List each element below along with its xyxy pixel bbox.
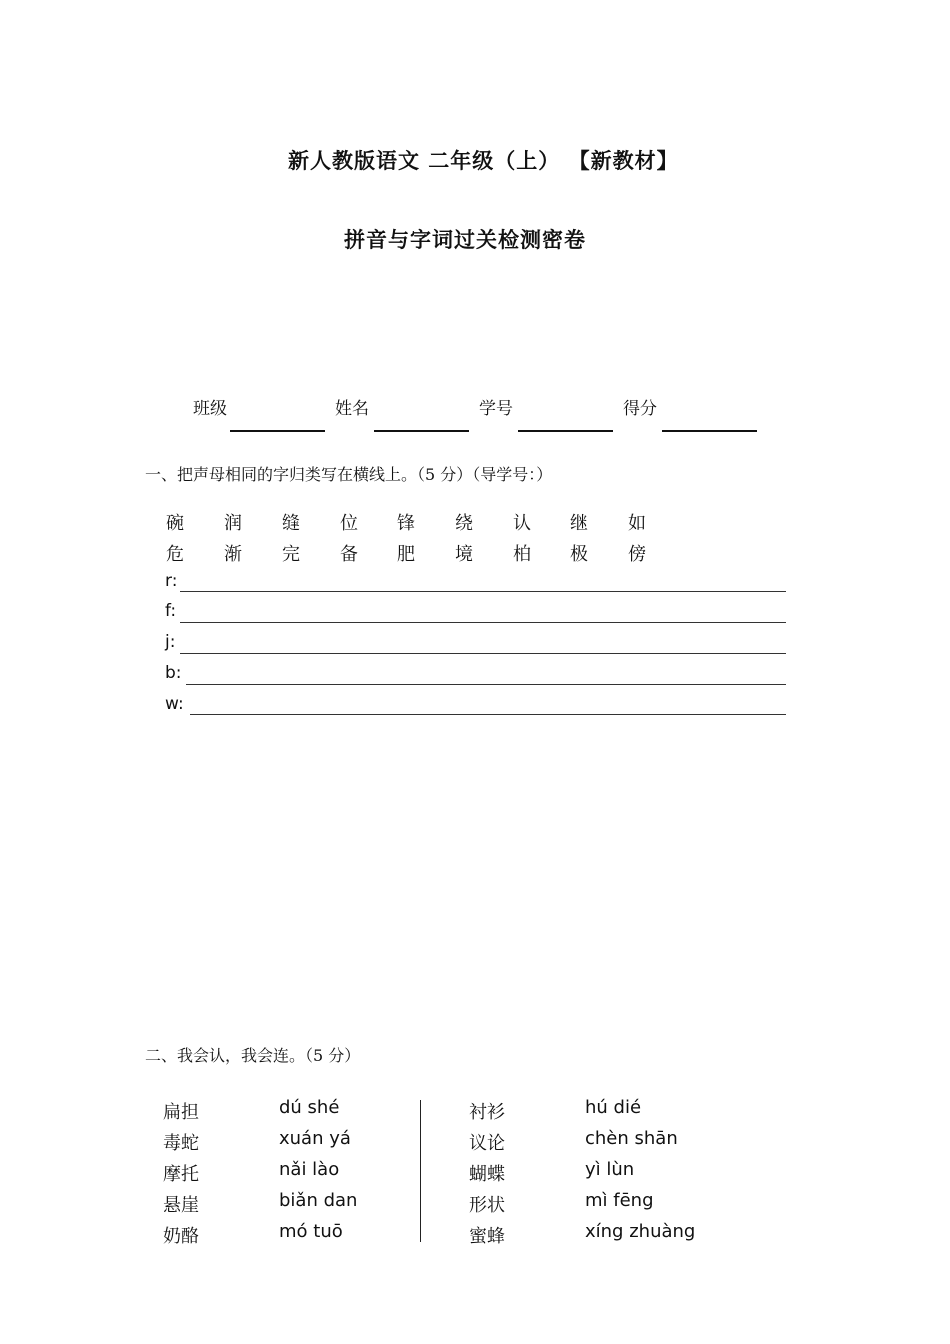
answer-line-w[interactable] [190,714,786,715]
line-label-w: w: [165,694,184,714]
match-word[interactable]: 摩托 [163,1164,199,1185]
char-item: 渐 [224,544,242,565]
document-subtitle: 拼音与字词过关检测密卷 [344,228,586,252]
match-pinyin[interactable]: hú dié [585,1097,642,1118]
match-pinyin[interactable]: mì fēng [585,1190,654,1211]
char-item: 认 [513,513,531,534]
match-pinyin[interactable]: yì lùn [585,1159,635,1180]
char-item: 如 [628,513,646,534]
info-label-name: 姓名 [335,399,369,419]
char-item: 绕 [455,513,473,534]
line-label-b: b: [165,663,182,683]
char-item: 备 [340,544,358,565]
student-number-blank[interactable] [518,430,613,432]
match-word[interactable]: 奶酪 [163,1226,199,1247]
name-blank[interactable] [374,430,469,432]
section2-heading: 二、我会认，我会连。（5 分） [145,1046,361,1065]
answer-line-r[interactable] [180,591,786,592]
section1-heading: 一、把声母相同的字归类写在横线上。（5 分）（导学号：） [145,465,553,484]
char-item: 柏 [513,544,531,565]
class-blank[interactable] [230,430,325,432]
match-word[interactable]: 形状 [469,1195,505,1216]
char-item: 缝 [282,513,300,534]
answer-line-j[interactable] [180,653,786,654]
char-item: 位 [340,513,358,534]
match-word[interactable]: 蜜蜂 [469,1226,505,1247]
answer-line-f[interactable] [180,622,786,623]
char-item: 危 [166,544,184,565]
char-item: 完 [282,544,300,565]
info-label-score: 得分 [623,399,657,419]
match-word[interactable]: 悬崖 [163,1195,199,1216]
line-label-r: r: [165,571,178,591]
char-item: 肥 [397,544,415,565]
char-item: 碗 [166,513,184,534]
answer-line-b[interactable] [186,684,786,685]
line-label-j: j: [165,632,176,652]
match-pinyin[interactable]: xíng zhuàng [585,1221,696,1242]
match-pinyin[interactable]: dú shé [279,1097,340,1118]
info-label-student-number: 学号 [479,399,513,419]
document-title: 新人教版语文 二年级（上） 【新教材】 [288,149,679,173]
match-pinyin[interactable]: chèn shān [585,1128,678,1149]
char-item: 继 [570,513,588,534]
char-item: 傍 [628,544,646,565]
match-word[interactable]: 议论 [469,1133,505,1154]
column-divider [420,1100,421,1242]
line-label-f: f: [165,601,177,621]
char-item: 境 [455,544,473,565]
char-item: 润 [224,513,242,534]
char-item: 锋 [397,513,415,534]
match-word[interactable]: 毒蛇 [163,1133,199,1154]
match-pinyin[interactable]: biǎn dan [279,1190,358,1211]
match-word[interactable]: 扁担 [163,1102,199,1123]
match-pinyin[interactable]: xuán yá [279,1128,351,1149]
match-pinyin[interactable]: nǎi lào [279,1159,340,1180]
char-item: 极 [570,544,588,565]
match-pinyin[interactable]: mó tuō [279,1221,343,1242]
match-word[interactable]: 衬衫 [469,1102,505,1123]
match-word[interactable]: 蝴蝶 [469,1164,505,1185]
score-blank[interactable] [662,430,757,432]
info-label-class: 班级 [193,399,227,419]
